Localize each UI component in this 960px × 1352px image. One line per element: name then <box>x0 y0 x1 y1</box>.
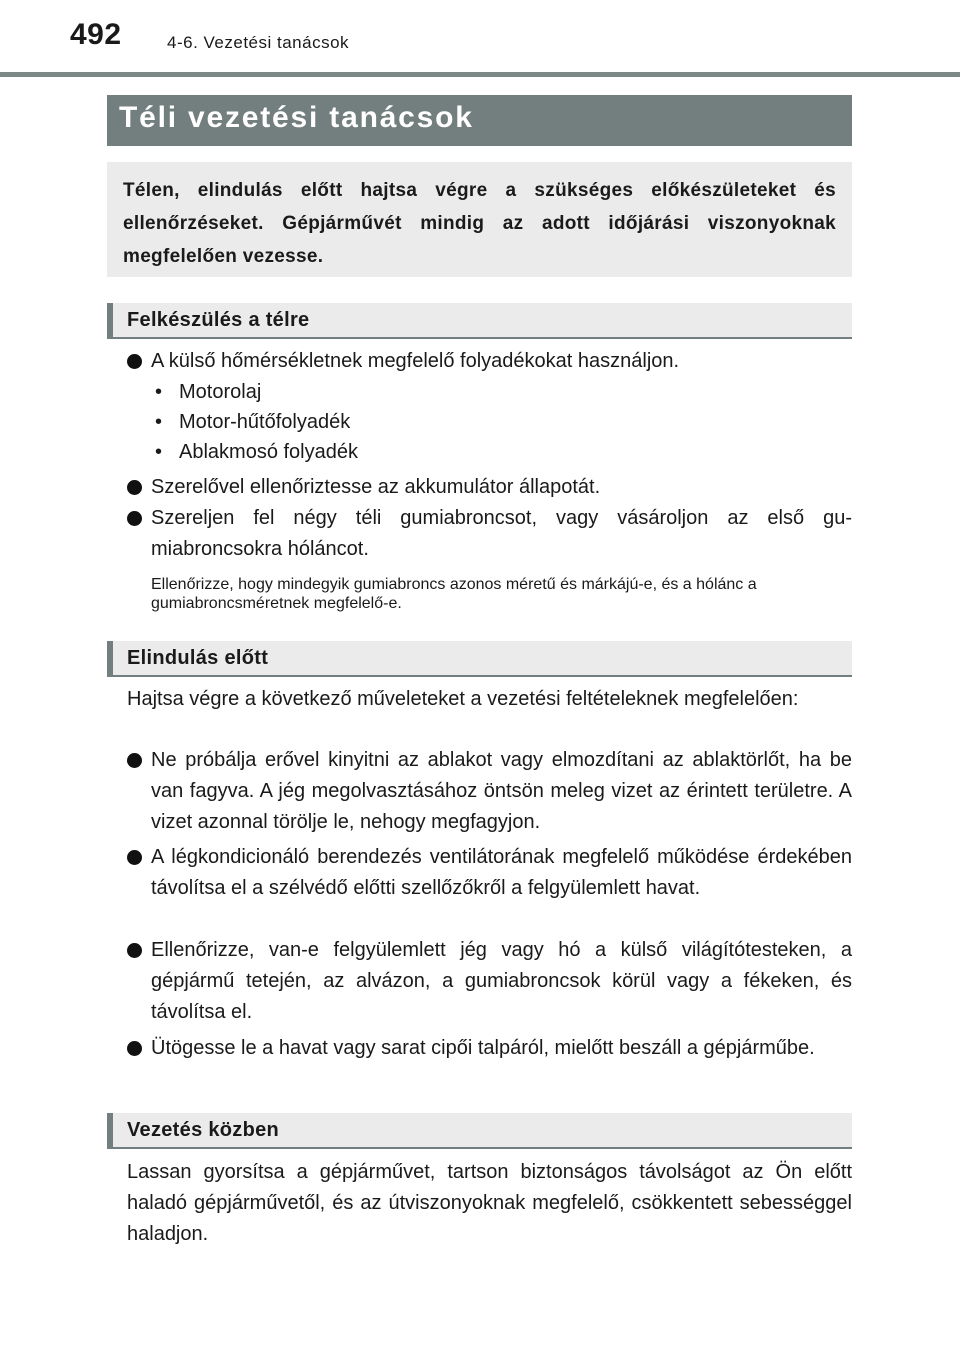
page-title-bar <box>107 95 852 146</box>
list-item <box>127 1033 852 1064</box>
list-item <box>127 472 852 503</box>
intro-box <box>107 162 852 277</box>
page-number: 492 <box>70 18 122 51</box>
paragraph: Lassan gyorsítsa a gépjárművet, tartson biztonságos távolságot az Ön előtt haladó gépjárművetől, és az útviszonyoknak megfelelő, csökkentett sebességgel haladjon. <box>127 1161 852 1245</box>
bullet-dot-icon <box>127 1041 142 1056</box>
bullet-icon: • <box>155 411 163 433</box>
sub-list-item-text: Motor-hűtőfolyadék <box>179 411 351 433</box>
list-item <box>127 503 852 565</box>
list-item-text: A légkondicionáló berendezés ventilátorának megfelelő működése érdekében távolítsa el a szélvédő előtti szellőzőkről a felgyülemlett havat. <box>151 846 852 899</box>
page-title: Téli vezetési tanácsok <box>119 101 474 134</box>
list-item-text: Ellenőrizze, van-e felgyülemlett jég vagy hó a külső világítótesteken, a gépjármű tetején, az alvázon, a gumiabroncsok körül vagy a fékeken, és távolítsa el. <box>151 939 852 1023</box>
bullet-dot-icon <box>127 480 142 495</box>
section-heading-driving <box>107 1113 852 1149</box>
paragraph: Hajtsa végre a következő műveleteket a vezetési feltételeknek megfelelően: <box>127 688 799 710</box>
bullet-dot-icon <box>127 850 142 865</box>
bullet-dot-icon <box>127 753 142 768</box>
list-item <box>127 935 852 1028</box>
chapter-title: 4-6. Vezetési tanácsok <box>167 33 350 52</box>
list-item-text: Ne próbálja erővel kinyitni az ablakot vagy elmozdítani az ablaktörlőt, ha be van fagyva. A jég megolvasztásához öntsön meleg vizet az érintett területre. A vizet azonnal törölje le, nehogy megfagyjon. <box>151 749 852 833</box>
list-item-text: Ütögesse le a havat vagy sarat cipői talpáról, mielőtt beszáll a gépjárműbe. <box>151 1037 815 1059</box>
page-header <box>0 0 960 78</box>
list-item <box>127 842 852 904</box>
sub-list-item <box>155 407 350 438</box>
intro-text: Télen, elindulás előtt hajtsa végre a szükséges előkészületeket és ellenőrzéseket. Gépjárművét mindig az adott időjárási viszonyoknak megfelelően vezesse. <box>123 180 836 267</box>
bullet-icon: • <box>155 441 163 463</box>
sub-list-item <box>155 437 358 468</box>
bullet-dot-icon <box>127 354 142 369</box>
section-heading-prep <box>107 303 852 339</box>
section-heading-before <box>107 641 852 677</box>
section-heading-text: Elindulás előtt <box>127 647 269 669</box>
bullet-dot-icon <box>127 943 142 958</box>
section-heading-text: Felkészülés a télre <box>127 309 310 331</box>
header-divider <box>0 72 960 77</box>
note-text: Ellenőrizze, hogy mindegyik gumiabroncs azonos méretű és márkájú-e, és a hólánc a gumiabroncsméretnek megfelelő-e. <box>151 576 757 612</box>
bullet-icon: • <box>155 381 163 403</box>
sub-list-item-text: Ablakmosó folyadék <box>179 441 358 463</box>
list-item <box>127 745 852 838</box>
list-item <box>127 346 852 377</box>
section-heading-text: Vezetés közben <box>127 1119 280 1141</box>
sub-list-item-text: Motorolaj <box>179 381 262 403</box>
bullet-dot-icon <box>127 511 142 526</box>
sub-list-item <box>155 377 261 408</box>
list-item-text: Szerelővel ellenőriztesse az akkumulátor állapotát. <box>151 476 601 498</box>
list-item-text: A külső hőmérsékletnek megfelelő folyadékokat használjon. <box>151 350 680 372</box>
list-item-text: Szereljen fel négy téli gumiabroncsot, vagy vásároljon az első gumiabroncsokra hóláncot. <box>151 507 852 560</box>
